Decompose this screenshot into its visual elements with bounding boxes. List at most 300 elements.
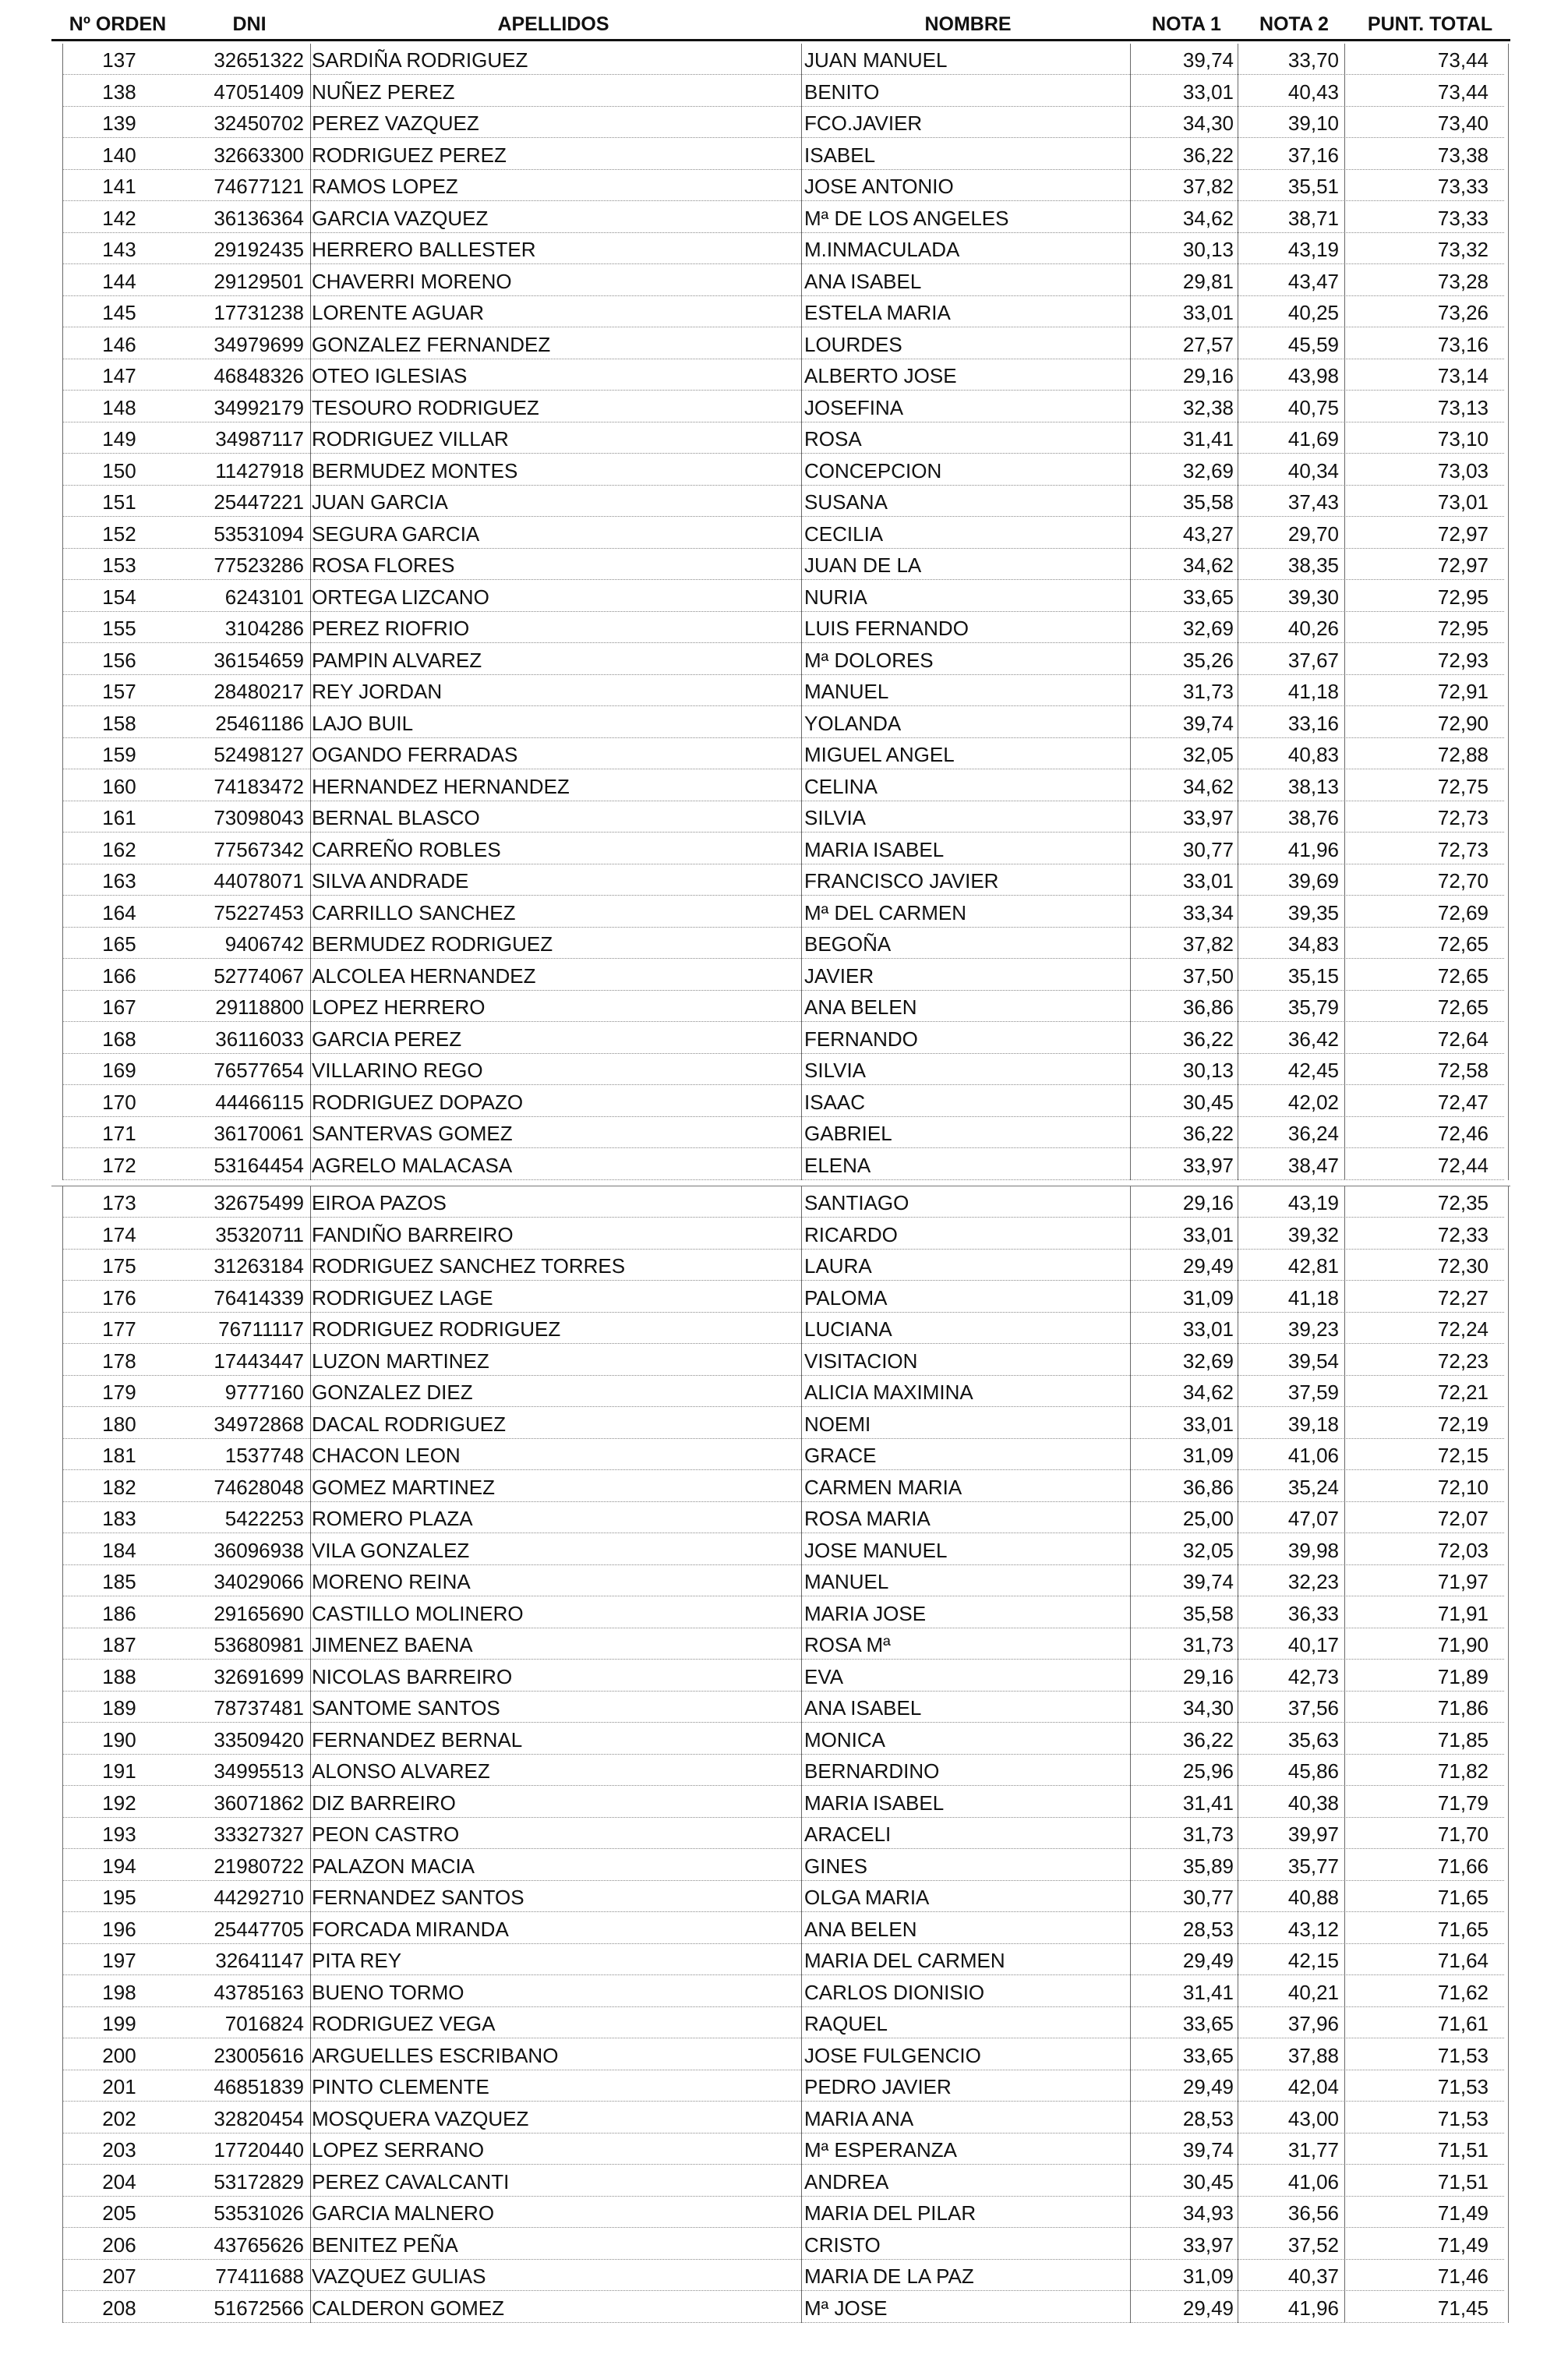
row-dni: 76414339 [214,1285,304,1310]
row-total: 73,44 [1437,48,1489,72]
row-nota2: 42,02 [1287,1090,1339,1114]
table-row [0,1565,1568,1596]
row-orden: 184 [102,1538,136,1562]
row-apellidos: TESOURO RODRIGUEZ [312,395,539,419]
row-nota1: 34,62 [1182,774,1234,798]
row-dni: 34979699 [214,332,304,356]
row-orden: 140 [102,143,136,167]
row-nota1: 35,58 [1182,490,1234,514]
row-total: 71,91 [1437,1601,1489,1625]
row-total: 73,01 [1437,490,1489,514]
row-nota1: 33,65 [1182,2043,1234,2067]
table-row [0,328,1568,359]
row-orden: 143 [102,238,136,261]
table-row [0,391,1568,422]
row-orden: 174 [102,1222,136,1246]
row-apellidos: PITA REY [312,1949,402,1972]
row-nombre: ALICIA MAXIMINA [804,1381,973,1404]
table-row [0,107,1568,138]
row-orden: 172 [102,1153,136,1177]
row-nota2: 36,33 [1287,1601,1339,1625]
row-nota1: 30,77 [1182,837,1234,861]
row-nota2: 35,77 [1287,1854,1339,1878]
row-total: 71,79 [1437,1791,1489,1815]
row-total: 71,51 [1437,2138,1489,2162]
row-dni: 44466115 [215,1090,304,1114]
row-nota2: 39,98 [1287,1538,1339,1562]
row-dni: 3104286 [224,617,304,640]
row-nota2: 32,23 [1287,1570,1339,1593]
column-rule [1508,1186,1509,2323]
row-apellidos: PEON CASTRO [312,1822,460,1846]
row-orden: 147 [102,364,136,387]
row-total: 73,40 [1437,111,1489,135]
row-orden: 156 [102,648,136,672]
row-orden: 151 [102,490,136,514]
row-total: 72,65 [1437,932,1489,956]
row-apellidos: VILA GONZALEZ [312,1538,470,1562]
row-nombre: OLGA MARIA [804,1886,930,1909]
row-nota1: 30,13 [1182,1059,1234,1082]
row-nota2: 41,18 [1287,1285,1339,1310]
row-nombre: ROSA Mª [804,1633,891,1656]
row-orden: 155 [102,617,136,640]
row-total: 71,86 [1437,1696,1489,1720]
row-total: 71,64 [1437,1949,1489,1972]
row-nota1: 25,00 [1182,1507,1234,1530]
row-nota1: 33,01 [1182,869,1234,893]
row-apellidos: RODRIGUEZ PEREZ [312,143,507,167]
row-dni: 75227453 [214,900,304,924]
row-nota2: 39,69 [1287,869,1339,893]
table-row [0,1218,1568,1250]
row-apellidos: PEREZ CAVALCANTI [312,2169,510,2194]
row-apellidos: CARREÑO ROBLES [312,837,501,861]
row-nombre: CRISTO [804,2232,881,2257]
row-total: 72,93 [1437,648,1489,672]
row-dni: 36170061 [214,1122,304,1145]
row-orden: 189 [102,1696,136,1720]
table-row [0,1850,1568,1881]
row-orden: 177 [102,1317,136,1341]
row-nota1: 36,22 [1182,1727,1234,1752]
row-total: 73,16 [1437,332,1489,356]
row-nota1: 39,74 [1182,711,1234,735]
row-apellidos: CASTILLO MOLINERO [312,1601,524,1625]
row-apellidos: SANTOME SANTOS [312,1696,500,1720]
row-nota2: 47,07 [1287,1507,1339,1530]
row-apellidos: LUZON MARTINEZ [312,1349,489,1373]
row-orden: 197 [102,1949,136,1972]
row-apellidos: JIMENEZ BAENA [312,1633,473,1656]
table-row [0,675,1568,706]
row-nombre: JUAN MANUEL [804,48,948,72]
table-row [0,2134,1568,2165]
row-nota2: 38,47 [1287,1153,1339,1177]
row-dni: 77523286 [214,553,304,577]
table-row [0,1913,1568,1944]
table-row [0,422,1568,454]
row-apellidos: PEREZ RIOFRIO [312,617,470,640]
row-orden: 192 [102,1791,136,1815]
row-total: 72,73 [1437,806,1489,829]
table-row [0,1944,1568,1975]
row-total: 72,24 [1437,1317,1489,1341]
col-header-nota2: NOTA 2 [1259,13,1329,35]
row-nota1: 29,49 [1182,2296,1234,2320]
row-nombre: VISITACION [804,1349,918,1373]
row-dni: 5422253 [224,1507,304,1530]
row-nota2: 41,96 [1287,837,1339,861]
row-nombre: CONCEPCION [804,458,942,483]
row-apellidos: GARCIA PEREZ [312,1027,462,1051]
row-orden: 148 [102,395,136,419]
row-nombre: CARMEN MARIA [804,1475,962,1499]
row-total: 71,61 [1437,2012,1489,2035]
row-orden: 145 [102,301,136,324]
row-nota2: 31,77 [1287,2138,1339,2162]
row-nota1: 29,49 [1182,1949,1234,1972]
table-row [0,1282,1568,1313]
row-total: 72,69 [1437,900,1489,924]
row-nombre: Mª DEL CARMEN [804,900,967,924]
row-orden: 202 [102,2106,136,2130]
row-total: 73,38 [1437,143,1489,167]
row-nombre: ANA ISABEL [804,269,922,293]
row-nota2: 41,06 [1287,1444,1339,1467]
row-dni: 36096938 [214,1538,304,1562]
row-nota1: 43,27 [1182,521,1234,546]
row-nombre: YOLANDA [804,711,902,735]
row-nota2: 43,98 [1287,364,1339,387]
table-row [0,1597,1568,1628]
row-apellidos: ALONSO ALVAREZ [312,1759,490,1783]
row-nota1: 28,53 [1182,2106,1234,2130]
row-nota1: 27,57 [1182,332,1234,356]
row-nota1: 29,81 [1182,269,1234,293]
col-header-nombre: NOMBRE [924,13,1012,35]
row-total: 73,26 [1437,301,1489,324]
row-apellidos: RODRIGUEZ VILLAR [312,427,509,451]
row-apellidos: SANTERVAS GOMEZ [312,1122,513,1145]
table-row [0,170,1568,201]
row-nombre: MARIA DEL CARMEN [804,1949,1005,1972]
row-apellidos: GONZALEZ DIEZ [312,1381,473,1404]
table-row [0,549,1568,580]
row-nota2: 33,16 [1287,711,1339,735]
row-orden: 196 [102,1917,136,1941]
row-nota1: 31,73 [1182,1633,1234,1656]
row-nombre: JAVIER [804,963,874,988]
row-orden: 176 [102,1285,136,1310]
row-dni: 25447705 [214,1917,304,1941]
row-nota1: 36,86 [1182,1475,1234,1499]
column-rule [62,44,63,1180]
row-orden: 203 [102,2138,136,2162]
row-nota1: 32,69 [1182,617,1234,640]
row-nota1: 25,96 [1182,1759,1234,1783]
row-nombre: BERNARDINO [804,1759,940,1783]
row-nombre: FRANCISCO JAVIER [804,869,999,893]
row-nombre: NOEMI [804,1412,871,1436]
row-orden: 144 [102,269,136,293]
row-nota1: 35,26 [1182,648,1234,672]
row-total: 73,03 [1437,458,1489,483]
row-total: 72,30 [1437,1254,1489,1278]
row-apellidos: GONZALEZ FERNANDEZ [312,332,551,356]
row-apellidos: OTEO IGLESIAS [312,364,468,387]
row-total: 72,70 [1437,869,1489,893]
row-apellidos: ORTEGA LIZCANO [312,585,489,609]
row-dni: 74183472 [214,774,304,798]
row-apellidos: PAMPIN ALVAREZ [312,648,482,672]
row-dni: 23005616 [214,2043,304,2067]
row-nota2: 39,35 [1287,900,1339,924]
row-total: 72,03 [1437,1538,1489,1562]
row-apellidos: LAJO BUIL [312,711,414,735]
row-nota1: 31,09 [1182,1444,1234,1467]
row-nota1: 32,38 [1182,395,1234,419]
table-row [0,1534,1568,1565]
row-nota1: 34,62 [1182,1381,1234,1404]
row-dni: 43785163 [214,1980,304,2004]
row-dni: 25461186 [215,711,304,735]
row-orden: 167 [102,995,136,1019]
row-nota1: 30,45 [1182,1090,1234,1114]
row-nota2: 40,34 [1287,458,1339,483]
row-nota2: 40,88 [1287,1886,1339,1909]
row-nombre: ANA BELEN [804,995,917,1019]
row-nota2: 37,56 [1287,1696,1339,1720]
table-row [0,2165,1568,2197]
row-nombre: Mª DE LOS ANGELES [804,206,1009,230]
row-dni: 76711117 [218,1317,304,1341]
row-total: 72,58 [1437,1059,1489,1082]
row-orden: 154 [102,585,136,609]
row-dni: 44292710 [214,1886,304,1909]
row-orden: 170 [102,1090,136,1114]
row-apellidos: FERNANDEZ BERNAL [312,1727,523,1752]
row-apellidos: DIZ BARREIRO [312,1791,456,1815]
row-nota2: 33,70 [1287,48,1339,72]
row-total: 72,33 [1437,1222,1489,1246]
row-nombre: BEGOÑA [804,932,892,956]
row-nota2: 42,81 [1287,1254,1339,1278]
row-total: 71,45 [1437,2296,1489,2320]
row-nota2: 37,96 [1287,2012,1339,2035]
row-nota2: 43,47 [1287,269,1339,293]
row-nota1: 32,69 [1182,1349,1234,1373]
row-nota2: 39,32 [1287,1222,1339,1246]
table-row [0,2292,1568,2323]
row-total: 73,14 [1437,364,1489,387]
row-total: 71,65 [1437,1886,1489,1909]
row-orden: 152 [102,521,136,546]
row-total: 72,23 [1437,1349,1489,1373]
row-orden: 178 [102,1349,136,1373]
row-dni: 1537748 [224,1444,304,1467]
row-apellidos: BERMUDEZ RODRIGUEZ [312,932,553,956]
table-row [0,265,1568,296]
row-total: 72,47 [1437,1090,1489,1114]
row-nota1: 34,62 [1182,206,1234,230]
column-rule [1344,1186,1345,2323]
row-apellidos: PINTO CLEMENTE [312,2075,489,2098]
row-nota2: 39,18 [1287,1412,1339,1436]
table-row [0,1692,1568,1723]
row-orden: 138 [102,80,136,104]
row-nombre: ISAAC [804,1090,866,1114]
table-row [0,1660,1568,1692]
row-orden: 187 [102,1633,136,1656]
table-row [0,1502,1568,1533]
row-dni: 29165690 [214,1601,304,1625]
col-header-total: PUNT. TOTAL [1367,13,1493,35]
row-nota2: 42,73 [1287,1664,1339,1688]
row-total: 71,82 [1437,1759,1489,1783]
row-apellidos: RODRIGUEZ SANCHEZ TORRES [312,1254,626,1278]
table-row [0,44,1568,75]
row-orden: 190 [102,1727,136,1752]
row-nota1: 37,82 [1182,932,1234,956]
row-nota2: 39,10 [1287,111,1339,135]
row-dni: 17731238 [214,301,304,324]
row-nota1: 33,97 [1182,806,1234,829]
table-row [0,2229,1568,2260]
row-total: 71,49 [1437,2201,1489,2225]
column-rule [1130,44,1131,1180]
table-row [0,1054,1568,1085]
row-dni: 32450702 [214,111,304,135]
row-apellidos: RODRIGUEZ LAGE [312,1285,493,1310]
row-apellidos: NUÑEZ PEREZ [312,80,455,104]
row-dni: 47051409 [214,80,304,104]
row-nota1: 36,22 [1182,143,1234,167]
row-dni: 17720440 [214,2138,304,2162]
row-apellidos: FANDIÑO BARREIRO [312,1222,514,1246]
row-nombre: Mª ESPERANZA [804,2138,957,2162]
row-dni: 34995513 [214,1759,304,1783]
row-nombre: M.INMACULADA [804,238,960,261]
table-row [0,581,1568,612]
column-rule [310,1186,311,2323]
column-rule [801,44,802,1180]
row-nota1: 35,89 [1182,1854,1234,1878]
row-dni: 34992179 [214,395,304,419]
row-apellidos: GOMEZ MARTINEZ [312,1475,495,1499]
table-row [0,2102,1568,2134]
row-nota2: 40,21 [1287,1980,1339,2004]
row-nota2: 37,59 [1287,1381,1339,1404]
row-nombre: SILVIA [804,1059,867,1082]
row-total: 72,91 [1437,680,1489,703]
table-row [0,1086,1568,1117]
row-dni: 9406742 [224,932,304,956]
row-nombre: ALBERTO JOSE [804,364,957,387]
row-dni: 6243101 [224,585,304,609]
table-row [0,770,1568,801]
row-nota1: 34,30 [1182,1696,1234,1720]
row-dni: 32651322 [214,48,304,72]
row-nota1: 29,16 [1182,364,1234,387]
row-nombre: ISABEL [804,143,876,167]
row-dni: 7016824 [224,2012,304,2035]
row-apellidos: SILVA ANDRADE [312,869,469,893]
row-apellidos: BERMUDEZ MONTES [312,458,518,483]
row-nombre: PEDRO JAVIER [804,2075,952,2098]
row-nombre: FERNANDO [804,1027,918,1051]
row-nota2: 45,86 [1287,1759,1339,1783]
row-nombre: Mª DOLORES [804,648,934,672]
row-nota2: 40,26 [1287,617,1339,640]
row-orden: 165 [102,932,136,956]
row-total: 72,97 [1437,553,1489,577]
row-apellidos: LOPEZ SERRANO [312,2138,485,2162]
row-nota1: 33,01 [1182,301,1234,324]
row-total: 73,33 [1437,206,1489,230]
row-orden: 164 [102,900,136,924]
row-total: 71,46 [1437,2264,1489,2288]
row-nota1: 33,01 [1182,1222,1234,1246]
row-nombre: CELINA [804,774,878,798]
row-nota2: 40,17 [1287,1633,1339,1656]
row-total: 72,95 [1437,585,1489,609]
row-nota2: 35,15 [1287,963,1339,988]
row-nota1: 34,93 [1182,2201,1234,2225]
row-dni: 46851839 [214,2075,304,2098]
row-total: 71,65 [1437,1917,1489,1941]
row-nombre: MARIA ANA [804,2106,914,2130]
row-dni: 43765626 [214,2232,304,2257]
row-nombre: NURIA [804,585,867,609]
row-total: 73,32 [1437,238,1489,261]
row-nota1: 29,16 [1182,1191,1234,1214]
table-row [0,202,1568,233]
column-rule [310,44,311,1180]
row-nombre: JOSE FULGENCIO [804,2043,981,2067]
row-dni: 74677121 [214,175,304,198]
row-dni: 34972868 [214,1412,304,1436]
row-dni: 11427918 [215,458,304,483]
row-nombre: PALOMA [804,1285,888,1310]
row-total: 73,33 [1437,175,1489,198]
row-orden: 200 [102,2043,136,2067]
row-orden: 207 [102,2264,136,2288]
table-row [0,1755,1568,1786]
col-header-dni: DNI [232,13,267,35]
row-dni: 29118800 [215,995,304,1019]
header-rule [51,39,1510,41]
row-orden: 160 [102,774,136,798]
row-nota1: 30,77 [1182,1886,1234,1909]
row-nombre: CARLOS DIONISIO [804,1980,985,2004]
row-apellidos: NICOLAS BARREIRO [312,1664,513,1688]
row-nombre: ARACELI [804,1822,892,1846]
table-row [0,991,1568,1022]
row-nota1: 36,22 [1182,1027,1234,1051]
table-row [0,359,1568,391]
row-total: 72,46 [1437,1122,1489,1145]
row-orden: 173 [102,1191,136,1214]
row-apellidos: PEREZ VAZQUEZ [312,111,479,135]
row-nota1: 32,05 [1182,1538,1234,1562]
table-row [0,2260,1568,2291]
row-orden: 141 [102,175,136,198]
column-rule [801,1186,802,2323]
row-nombre: RICARDO [804,1222,898,1246]
table-row [0,896,1568,928]
row-apellidos: LORENTE AGUAR [312,301,485,324]
